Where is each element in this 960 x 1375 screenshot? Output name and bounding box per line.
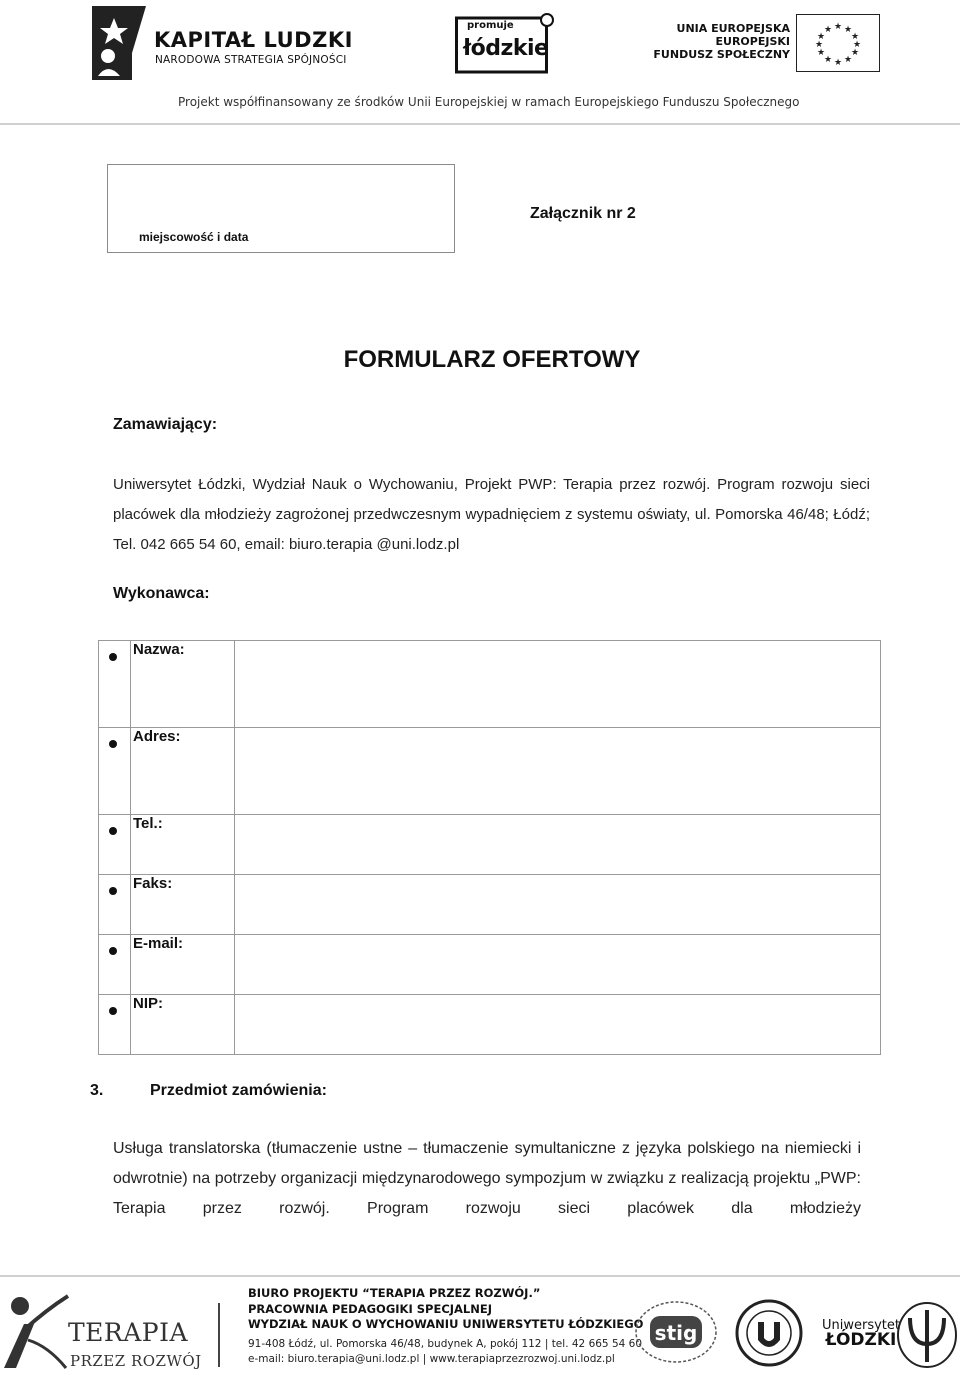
- svg-text:★: ★: [816, 32, 826, 42]
- field-label-phone: Tel.:: [133, 815, 163, 832]
- svg-text:★: ★: [843, 25, 853, 35]
- footer-address: 91-408 Łódź, ul. Pomorska 46/48, budynek A, pokój 112 | tel. 42 665 54 60: [248, 1337, 643, 1350]
- psi-emblem-icon: [896, 1300, 958, 1370]
- uni-logo-line-1: Uniwersytet: [822, 1318, 900, 1333]
- uni-logo-line-2: ŁÓDZKI: [825, 1330, 897, 1350]
- kapital-ludzki-title: KAPITAŁ LUDZKI: [154, 28, 353, 52]
- bullet-icon: [109, 827, 117, 835]
- svg-text:★: ★: [823, 55, 833, 65]
- terapia-logo-main: TERAPIA: [68, 1318, 189, 1347]
- stig-logo-text: stig: [654, 1321, 698, 1345]
- form-title: FORMULARZ OFERTOWY: [343, 346, 641, 373]
- cofinanced-notice: Projekt współfinansowany ze środków Unii Europejskiej w ramach Europejskiego Funduszu Społecznego: [178, 95, 800, 109]
- ordering-party-heading: Zamawiający:: [113, 416, 218, 433]
- eu-line-2: EUROPEJSKI: [715, 35, 790, 48]
- contractor-heading: Wykonawca:: [113, 585, 210, 602]
- kapital-ludzki-subtitle: NARODOWA STRATEGIA SPÓJNOŚCI: [155, 54, 347, 66]
- annex-label: Załącznik nr 2: [530, 205, 636, 222]
- bullet-icon: [109, 947, 117, 955]
- field-label-cell: [131, 641, 235, 728]
- bullet-cell: [99, 995, 131, 1055]
- footer-contact: e-mail: biuro.terapia@uni.lodz.pl | www.terapiaprzezrozwoj.uni.lodz.pl: [248, 1353, 615, 1365]
- field-label-email: E-mail:: [133, 935, 184, 952]
- field-label-cell: [131, 995, 235, 1055]
- bullet-icon: [109, 740, 117, 748]
- footer-divider: [0, 1275, 960, 1277]
- subject-heading-text: Przedmiot zamówienia:: [150, 1082, 327, 1099]
- svg-text:★: ★: [843, 55, 853, 65]
- field-value-phone[interactable]: [235, 815, 881, 875]
- contractor-row-name: [99, 641, 881, 728]
- svg-text:★: ★: [823, 25, 833, 35]
- contractor-row-address: [99, 728, 881, 815]
- svg-text:★: ★: [850, 32, 860, 42]
- bullet-cell: [99, 935, 131, 995]
- eu-line-1: UNIA EUROPEJSKA: [676, 22, 790, 35]
- bullet-cell: [99, 875, 131, 935]
- field-label-cell: [131, 728, 235, 815]
- field-value-name[interactable]: [235, 641, 881, 728]
- place-date-label: miejscowość i data: [139, 230, 249, 244]
- eu-text: [653, 22, 790, 61]
- subject-heading: [90, 1082, 327, 1100]
- bullet-cell: [99, 641, 131, 728]
- lodzkie-logo-top: promuje: [467, 20, 514, 31]
- svg-text:★: ★: [850, 48, 860, 58]
- footer-line-3: WYDZIAŁ NAUK O WYCHOWANIU UNIWERSYTETU ŁÓDZKIEGO: [248, 1317, 644, 1331]
- footer-vertical-divider: [218, 1303, 220, 1367]
- field-label-cell: [131, 815, 235, 875]
- eu-line-3: FUNDUSZ SPOŁECZNY: [653, 48, 790, 61]
- contractor-row-nip: [99, 995, 881, 1055]
- svg-text:★: ★: [852, 40, 862, 50]
- bullet-cell: [99, 815, 131, 875]
- field-value-email[interactable]: [235, 935, 881, 995]
- stig-logo: [630, 1296, 722, 1366]
- field-label-name: Nazwa:: [133, 641, 185, 658]
- lodzkie-logo-main: łódzkie: [463, 36, 549, 61]
- contractor-row-fax: [99, 875, 881, 935]
- contractor-table: [98, 640, 881, 1055]
- ordering-party-details: Uniwersytet Łódzki, Wydział Nauk o Wychowaniu, Projekt PWP: Terapia przez rozwój. Program rozwoju sieci placówek dla młodzieży zagrożonej przedwczesnym wypadnięciem z systemu oświaty, ul. Pomorska 46/48; Łódź; Tel. 042 665 54 60, email: biuro.terapia @uni.lodz.pl: [113, 476, 870, 553]
- svg-text:★: ★: [816, 48, 826, 58]
- subject-description: Usługa translatorska (tłumaczenie ustne – tłumaczenie symultaniczne z języka polskiego na niemiecki i odwrotnie) na potrzeby organizacji międzynarodowego sympozjum w związku z realizacją projektu „PWP: Terapia przez rozwój. Program rozwoju sieci placówek dla młodzieży: [113, 1140, 861, 1217]
- terapia-figure-icon: [0, 1290, 72, 1370]
- svg-text:★: ★: [814, 40, 824, 50]
- field-label-address: Adres:: [133, 728, 181, 745]
- subject-number: 3.: [90, 1082, 104, 1099]
- field-label-cell: [131, 875, 235, 935]
- terapia-logo-sub: PRZEZ ROZWÓJ: [70, 1352, 202, 1370]
- field-label-cell: [131, 935, 235, 995]
- bullet-icon: [109, 887, 117, 895]
- field-value-nip[interactable]: [235, 995, 881, 1055]
- uni-lodz-logo: [822, 1318, 900, 1348]
- field-label-nip: NIP:: [133, 995, 163, 1012]
- footer-line-1: BIURO PROJEKTU “TERAPIA PRZEZ ROZWÓJ.”: [248, 1286, 541, 1300]
- field-value-address[interactable]: [235, 728, 881, 815]
- svg-text:★: ★: [833, 58, 843, 68]
- contractor-row-email: [99, 935, 881, 995]
- bullet-cell: [99, 728, 131, 815]
- svg-text:★: ★: [833, 22, 843, 32]
- project-office-info: [248, 1286, 643, 1368]
- veritas-seal-icon: [734, 1298, 804, 1368]
- field-label-fax: Faks:: [133, 875, 173, 892]
- contractor-row-phone: [99, 815, 881, 875]
- field-value-fax[interactable]: [235, 875, 881, 935]
- bullet-icon: [109, 653, 117, 661]
- eu-flag-icon: [796, 14, 880, 72]
- bullet-icon: [109, 1007, 117, 1015]
- footer-line-2: PRACOWNIA PEDAGOGIKI SPECJALNEJ: [248, 1301, 493, 1316]
- header-divider: [0, 123, 960, 125]
